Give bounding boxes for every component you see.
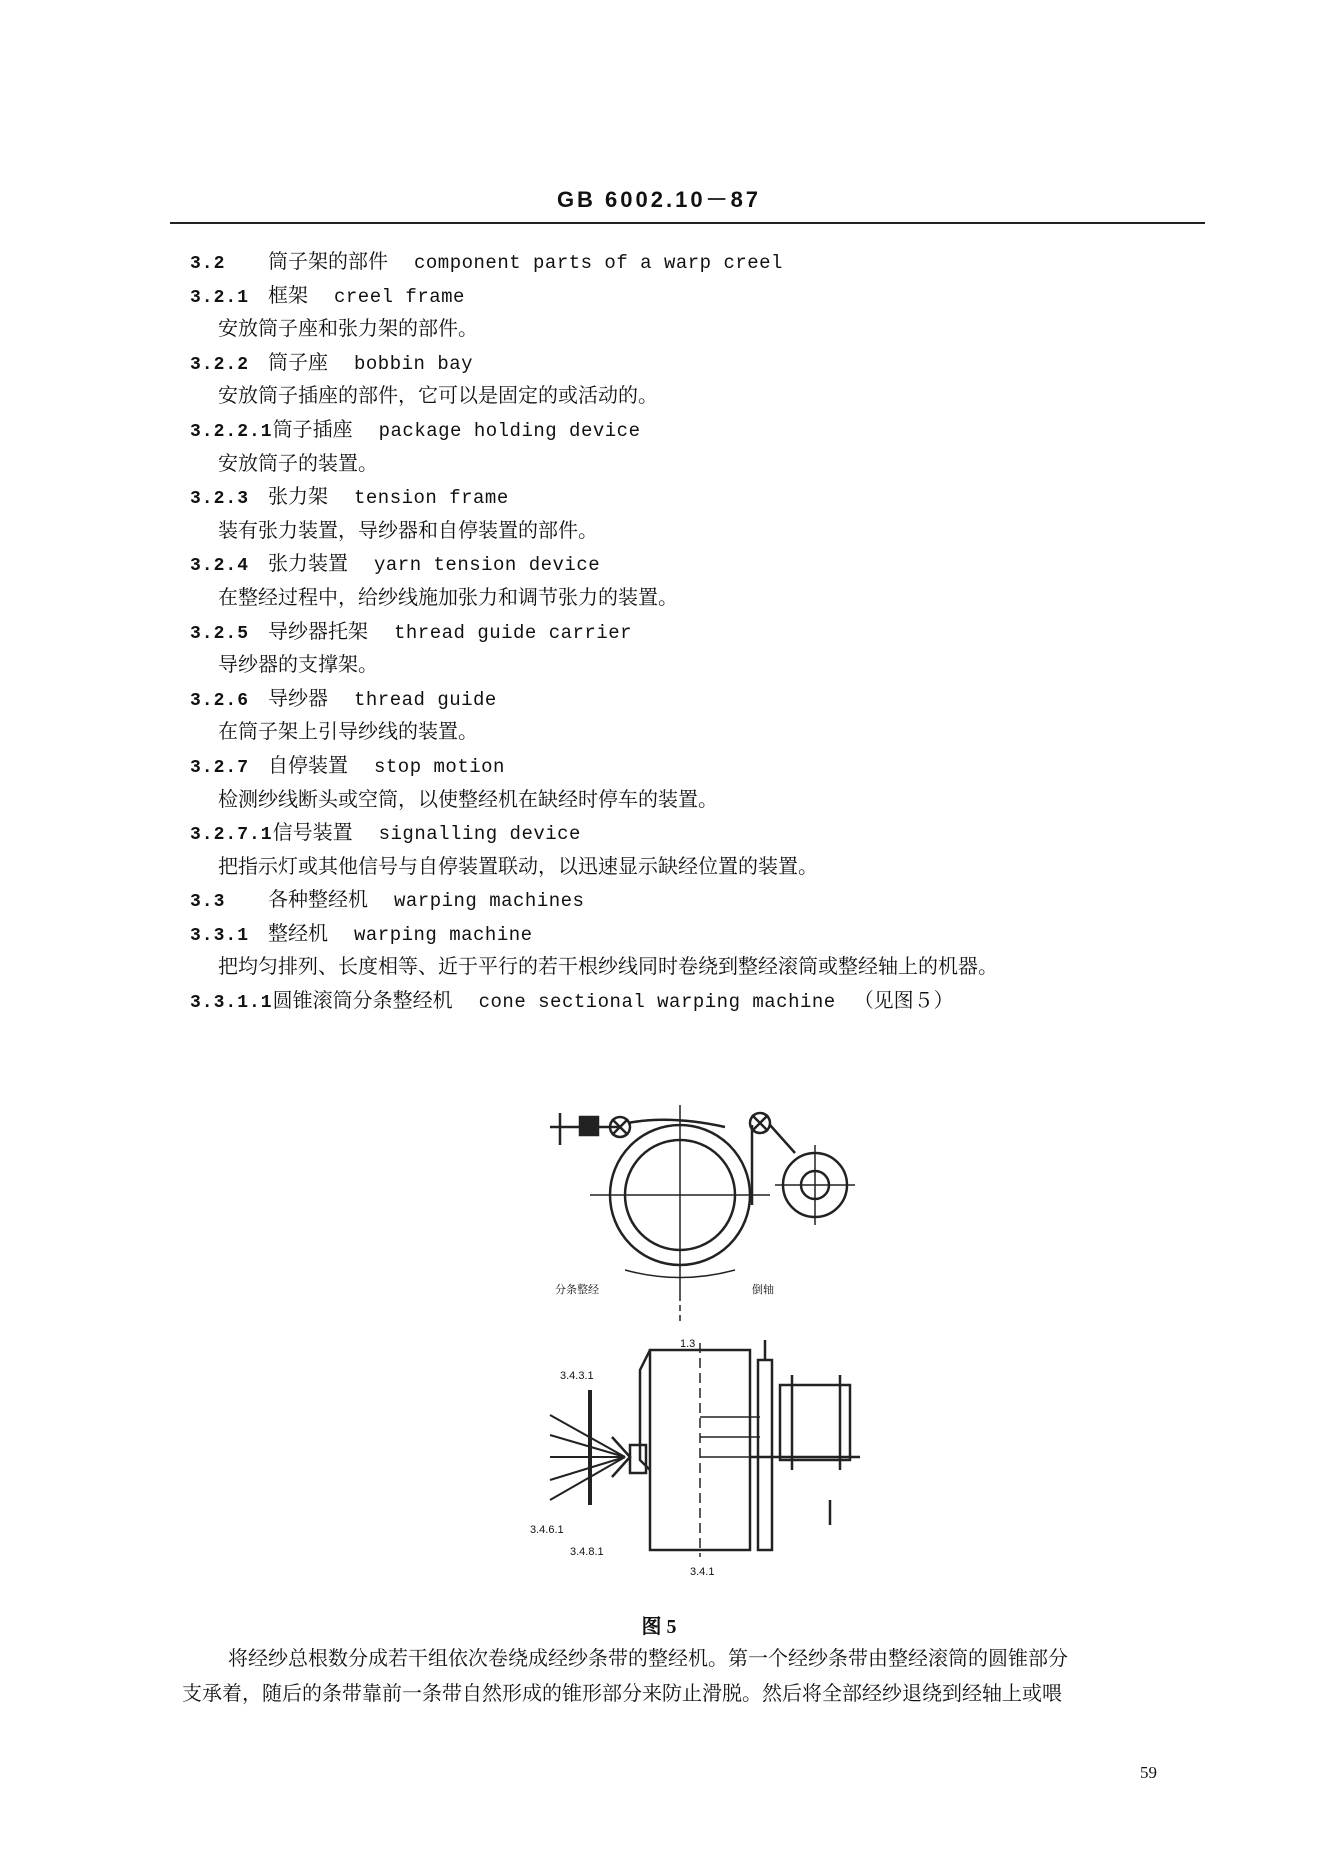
term-heading	[190, 750, 1220, 784]
term-chinese: 信号装置	[272, 822, 353, 845]
term-heading	[190, 884, 1220, 918]
term-chinese: 自停装置	[268, 754, 348, 777]
term-definition: 检测纱线断头或空筒，以使整经机在缺经时停车的装置。	[218, 788, 718, 811]
term-number: 3.2.2	[190, 354, 250, 375]
term-english: cone sectional warping machine	[478, 991, 836, 1014]
term-chinese: 框架	[268, 284, 308, 307]
term-chinese: 各种整经机	[268, 889, 368, 912]
term-heading	[190, 817, 1220, 851]
term-definition: 在整经过程中，给纱线施加张力和调节张力的装置。	[218, 586, 678, 609]
term-chinese: 圆锥滚筒分条整经机	[272, 990, 453, 1013]
callout-3-4-1: 3.4.1	[690, 1566, 715, 1578]
term-heading	[190, 414, 1220, 448]
term-definition: 把均匀排列、长度相等、近于平行的若干根纱线同时卷绕到整经滚筒或整经轴上的机器。	[218, 956, 998, 979]
term-definition: 导纱器的支撑架。	[218, 654, 378, 677]
page-number: 59	[1140, 1763, 1157, 1782]
term-number: 3.2.1	[190, 287, 250, 308]
term-english: package holding device	[378, 419, 641, 442]
term-english: warping machine	[354, 923, 533, 946]
definition-paragraph	[182, 1642, 1212, 1712]
figure-reference: （见图５）	[853, 990, 954, 1013]
term-heading	[190, 280, 1220, 314]
term-definition: 安放筒子插座的部件，它可以是固定的或活动的。	[218, 385, 658, 408]
term-english: tension frame	[354, 487, 509, 510]
term-chinese: 筒子座	[268, 351, 328, 374]
term-definition: 安放筒子的装置。	[218, 452, 378, 475]
term-chinese: 导纱器	[268, 687, 328, 710]
term-heading	[190, 548, 1220, 582]
term-number: 3.3.1.1	[190, 993, 273, 1014]
label-beaming: 倒轴	[752, 1284, 774, 1296]
term-heading	[190, 616, 1220, 650]
term-english: bobbin bay	[354, 352, 474, 375]
term-chinese: 导纱器托架	[268, 620, 368, 643]
term-entries	[190, 246, 1220, 1019]
term-definition: 安放筒子座和张力架的部件。	[218, 318, 478, 341]
callout-3-4-8-1: 3.4.8.1	[570, 1546, 604, 1558]
term-chinese: 张力架	[268, 486, 328, 509]
term-definition: 在筒子架上引导纱线的装置。	[218, 721, 478, 744]
term-english: stop motion	[374, 755, 505, 778]
term-english: component parts of a warp creel	[414, 252, 783, 274]
term-chinese: 筒子插座	[272, 418, 353, 441]
term-heading	[190, 918, 1220, 952]
term-heading	[190, 683, 1220, 717]
term-heading	[190, 481, 1220, 515]
header-rule	[170, 222, 1205, 224]
term-english: thread guide carrier	[394, 621, 633, 644]
term-number: 3.2.4	[190, 556, 250, 577]
term-english: warping machines	[394, 890, 585, 913]
paragraph-line: 将经纱总根数分成若干组依次卷绕成经纱条带的整经机。第一个经纱条带由整经滚筒的圆锥部分	[228, 1648, 1068, 1670]
figure-caption: 图 5	[641, 1616, 677, 1638]
term-number: 3.3	[190, 892, 226, 913]
term-english: creel frame	[334, 285, 465, 308]
term-number: 3.2.7	[190, 757, 250, 778]
term-chinese: 张力装置	[268, 553, 348, 576]
term-number: 3.2.3	[190, 489, 250, 510]
term-english: thread guide	[354, 688, 497, 711]
callout-1-3: 1.3	[680, 1338, 696, 1350]
callout-3-4-6-1: 3.4.6.1	[530, 1524, 564, 1536]
term-chinese: 整经机	[268, 922, 328, 945]
label-sectional-warping: 分条整经	[555, 1284, 599, 1296]
paragraph-line: 支承着，随后的条带靠前一条带自然形成的锥形部分来防止滑脱。然后将全部经纱退绕到经轴上或喂	[182, 1683, 1062, 1705]
term-number: 3.2.5	[190, 623, 250, 644]
term-number: 3.2.7.1	[190, 825, 273, 846]
term-heading	[190, 246, 1220, 280]
term-heading	[190, 985, 1220, 1019]
term-number: 3.2.2.1	[190, 421, 273, 442]
term-number: 3.2.6	[190, 690, 250, 711]
term-english: yarn tension device	[374, 554, 601, 577]
callout-3-4-3-1: 3.4.3.1	[560, 1370, 594, 1382]
term-definition: 把指示灯或其他信号与自停装置联动，以迅速显示缺经位置的装置。	[218, 855, 818, 878]
term-heading	[190, 347, 1220, 381]
term-number: 3.2	[190, 254, 226, 274]
term-definition: 装有张力装置，导纱器和自停装置的部件。	[218, 519, 598, 542]
figure-5-drawing	[530, 1085, 890, 1585]
term-chinese: 筒子架的部件	[268, 251, 388, 273]
document-header: GB 6002.10－87	[556, 187, 762, 212]
term-number: 3.3.1	[190, 925, 250, 946]
term-english: signalling device	[378, 823, 581, 846]
